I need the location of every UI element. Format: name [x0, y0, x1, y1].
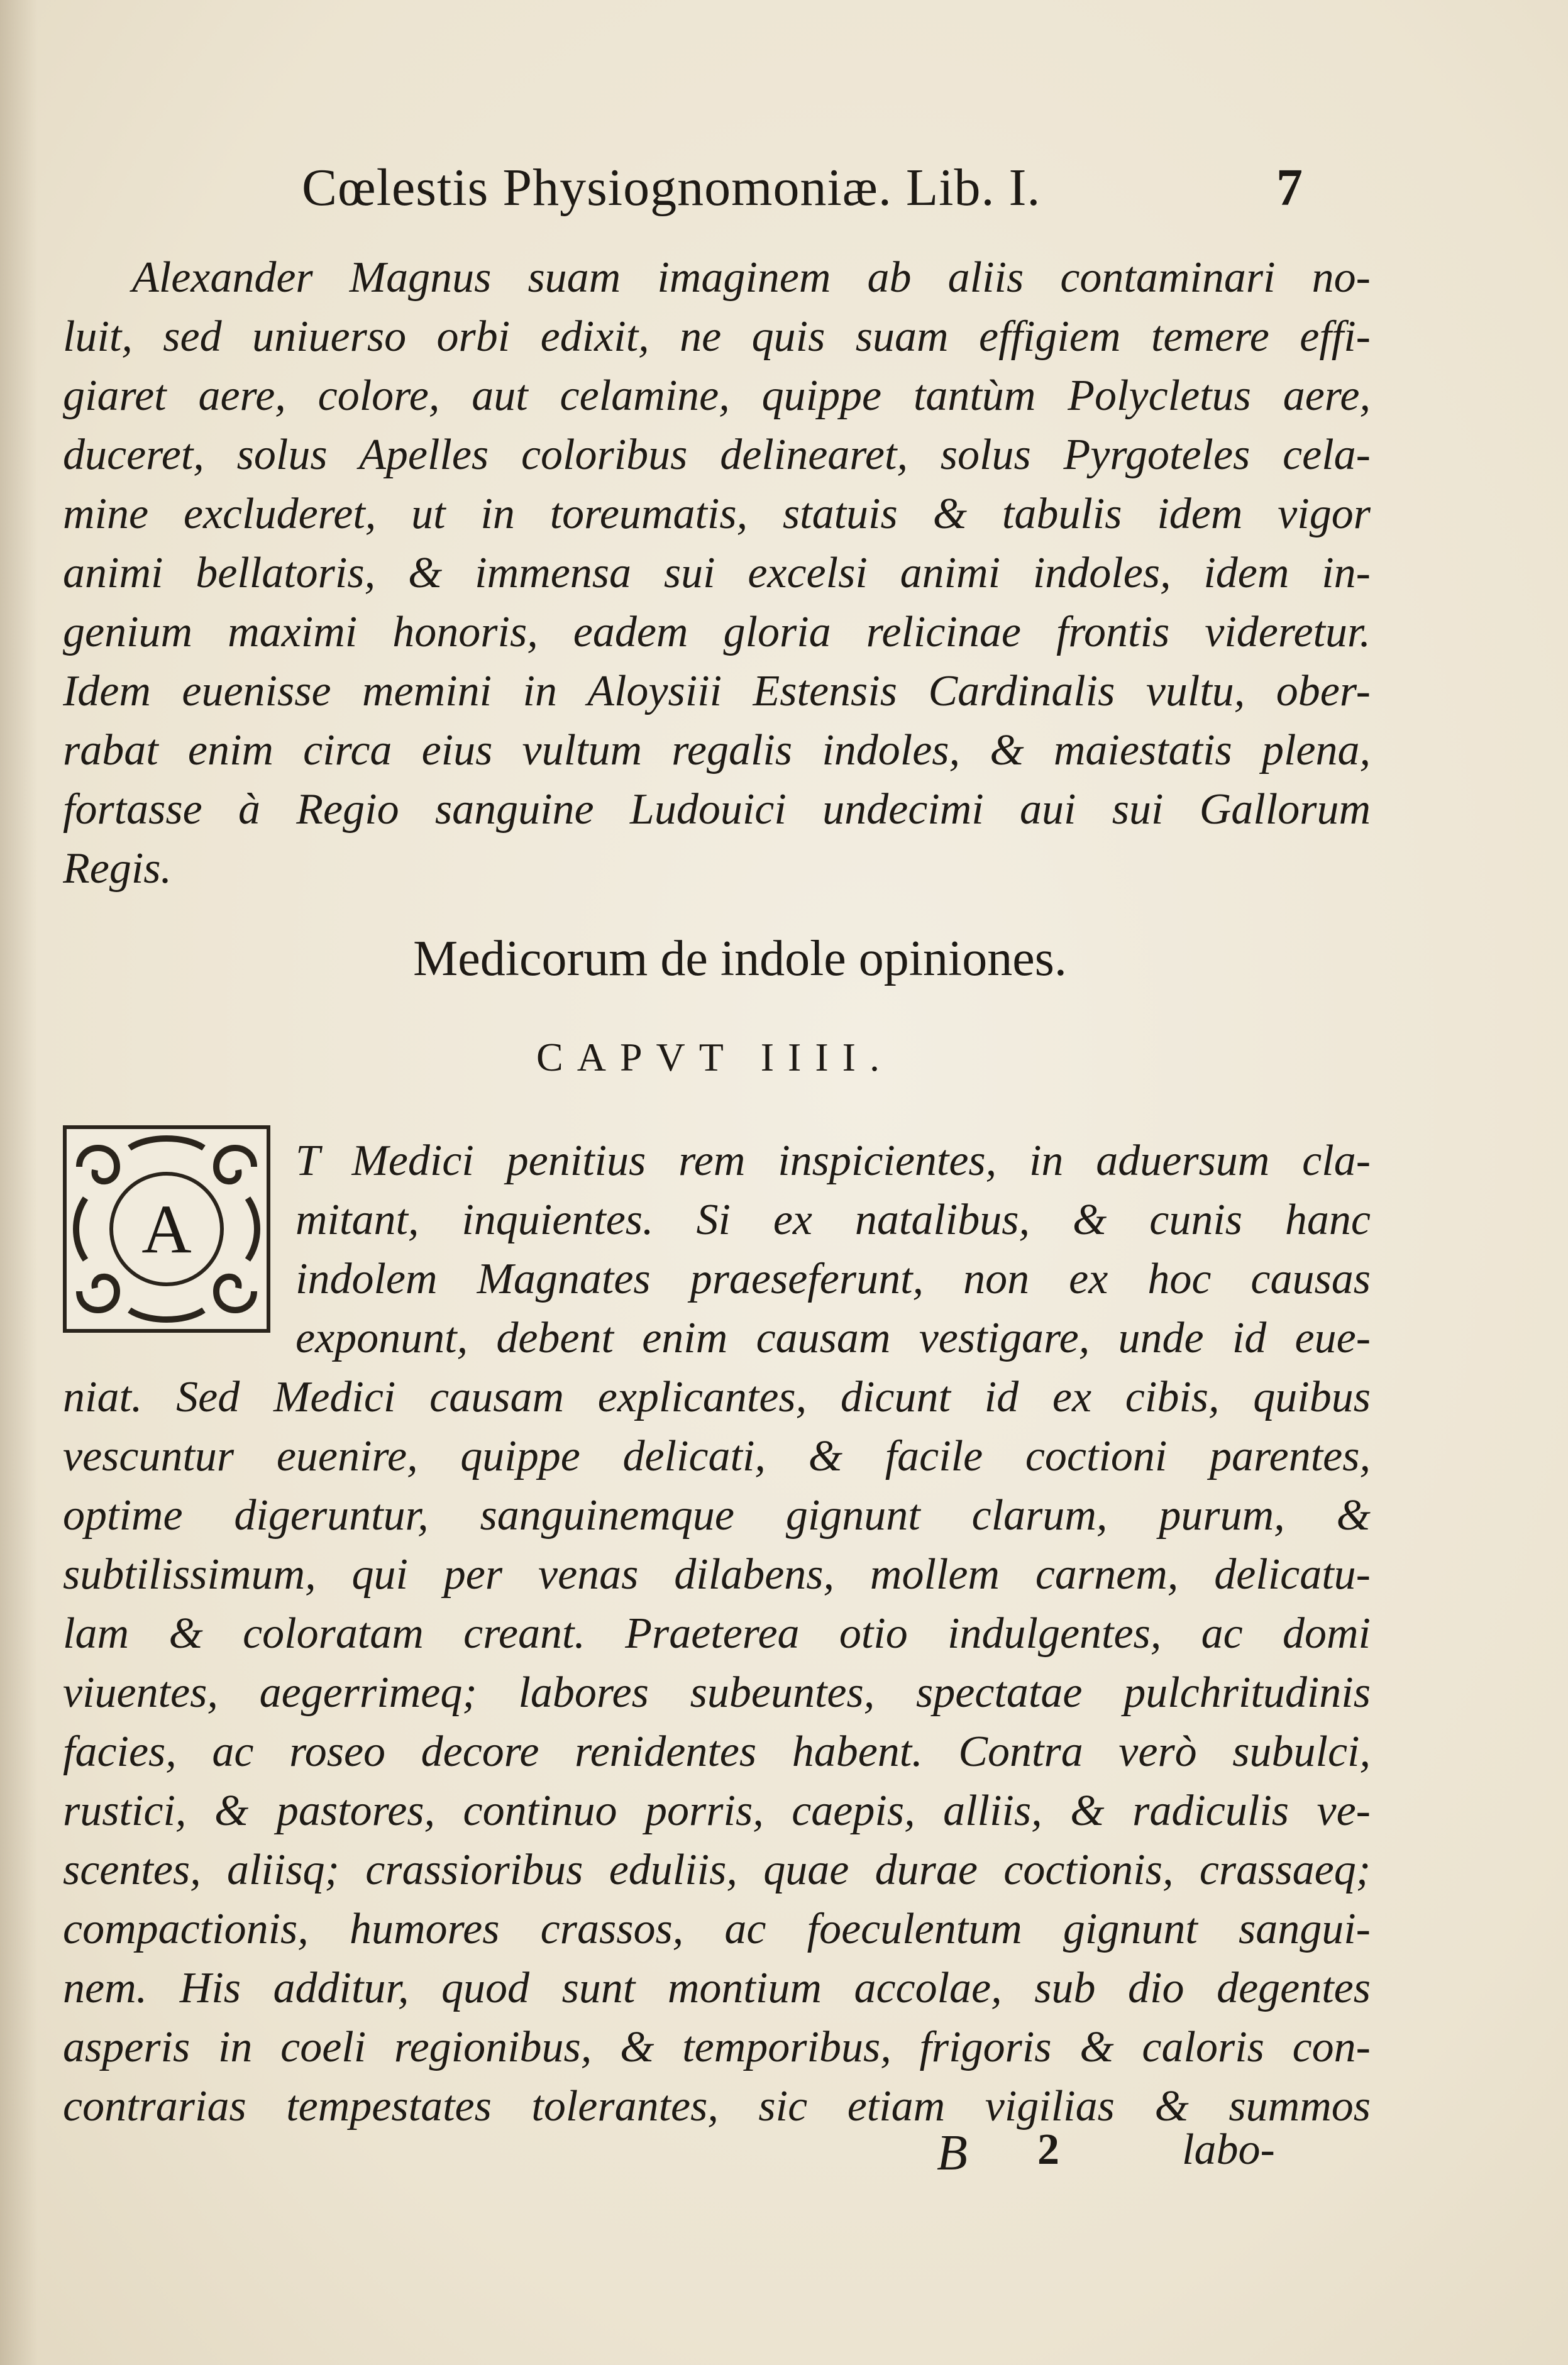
text-line: animi bellatoris, & immensa sui excelsi animi indoles, idem in- [63, 549, 1371, 597]
text-line: T Medici penitius rem inspicientes, in aduersum cla- [295, 1137, 1371, 1185]
text-line: luit, sed uniuerso orbi edixit, ne quis suam effigiem temere effi- [63, 312, 1371, 361]
text-line: nem. His additur, quod sunt montium accolae, sub dio degentes [63, 1964, 1371, 2012]
text-line: compactionis, humores crassos, ac foeculentum gignunt sangui- [63, 1905, 1371, 1953]
text-line: genium maximi honoris, eadem gloria relicinae frontis videretur. [63, 608, 1371, 656]
running-head [0, 157, 1568, 226]
text-line: fortasse à Regio sanguine Ludouici undecimi aui sui Gallorum [63, 785, 1371, 834]
text-line: rabat enim circa eius vultum regalis indoles, & maiestatis plena, [63, 726, 1371, 775]
text-line: viuentes, aegerrimeq; labores subeuntes, spectatae pulchritudinis [63, 1668, 1371, 1717]
text-line: optime digeruntur, sanguinemque gignunt clarum, purum, & [63, 1491, 1371, 1540]
signature-mark: B [937, 2125, 968, 2181]
chapter-heading: CAPVT IIII. [536, 1035, 893, 1079]
text-line: scentes, aliisq; crassioribus eduliis, quae durae coctionis, crassaeq; [63, 1846, 1371, 1894]
decorated-initial [63, 1125, 270, 1333]
text-line: Alexander Magnus suam imaginem ab aliis contaminari no- [132, 253, 1371, 302]
signature-number: 2 [1037, 2125, 1059, 2174]
text-line: niat. Sed Medici causam explicantes, dicunt id ex cibis, quibus [63, 1373, 1371, 1421]
catchword: labo- [1182, 2125, 1275, 2174]
running-title: Cœlestis Physiognomoniæ. Lib. I. [302, 158, 1041, 217]
text-line: indolem Magnates praeseferunt, non ex hoc causas [295, 1255, 1371, 1303]
text-line: subtilissimum, qui per venas dilabens, mollem carnem, delicatu- [63, 1550, 1371, 1599]
page-number: 7 [1276, 158, 1303, 217]
gutter-shadow [0, 0, 38, 2365]
text-line: facies, ac roseo decore renidentes habent. Contra verò subulci, [63, 1728, 1371, 1776]
section-heading: Medicorum de indole opiniones. [413, 931, 1067, 986]
paragraph-1 [63, 248, 1371, 898]
text-line: Idem euenisse memini in Aloysiii Estensis Cardinalis vultu, ober- [63, 667, 1371, 715]
text-line: giaret aere, colore, aut celamine, quippe tantùm Polycletus aere, [63, 372, 1371, 420]
text-line: vescuntur euenire, quippe delicati, & facile coctioni parentes, [63, 1432, 1371, 1480]
paragraph-2 [63, 1368, 1371, 2136]
text-line: rustici, & pastores, continuo porris, caepis, alliis, & radiculis ve- [63, 1787, 1371, 1835]
initial-letter: A [141, 1191, 192, 1267]
text-line: lam & coloratam creant. Praeterea otio indulgentes, ac domi [63, 1609, 1371, 1658]
text-line: mine excluderet, ut in toreumatis, statuis & tabulis idem vigor [63, 490, 1371, 538]
text-line: mitant, inquientes. Si ex natalibus, & cunis hanc [295, 1196, 1371, 1244]
text-line: duceret, solus Apelles coloribus delinearet, solus Pyrgoteles cela- [63, 431, 1371, 479]
footer-catchline [0, 2125, 1568, 2188]
text-line: Regis. [63, 844, 172, 893]
paragraph-2-indented [295, 1132, 1371, 1368]
text-line: exponunt, debent enim causam vestigare, unde id eue- [295, 1314, 1371, 1362]
text-line: contrarias tempestates tolerantes, sic etiam vigilias & summos [63, 2082, 1371, 2131]
text-line: asperis in coeli regionibus, & temporibus, frigoris & caloris con- [63, 2023, 1371, 2071]
